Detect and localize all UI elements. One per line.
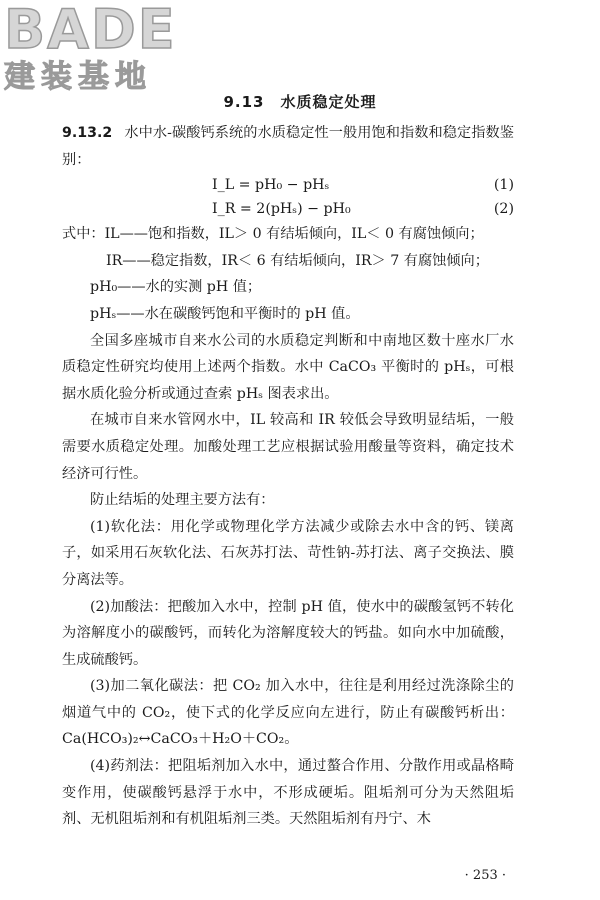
watermark-logo [4, 2, 184, 94]
section-title: 9.13 水质稳定处理 [223, 93, 377, 111]
paragraph-index-usage: 全国多座城市自来水公司的水质稳定判断和中南地区数十座水厂水质稳定性研究均使用上述两个指数。水中 CaCO₃ 平衡时的 pHₛ，可根据水质化验分析或通过查索 pHₛ 图表求出。 [62, 332, 514, 402]
section-lead-paragraph [62, 120, 514, 173]
equation-2-expr: I_R = 2(pHₛ) − pH₀ [212, 200, 351, 217]
equation-2 [62, 197, 514, 221]
paragraph-co2-method: (3)加二氧化碳法：把 CO₂ 加入水中，往往是利用经过洗涤除尘的烟道气中的 CO₂，使下式的化学反应向左进行，防止有碳酸钙析出：Ca(HCO₃)₂↔CaCO₃＋H₂O＋CO₂。 [62, 678, 514, 748]
equation-1 [62, 173, 514, 197]
logo-wordmark: BADE [4, 0, 177, 61]
definition-stability-index: IR——稳定指数，IR＜ 6 有结垢倾向，IR＞ 7 有腐蚀倾向； [106, 252, 489, 269]
page-content [62, 120, 514, 833]
section-number: 9.13.2 [62, 125, 113, 141]
paragraph-methods-intro: 防止结垢的处理主要方法有： [90, 492, 275, 509]
section-lead-text: 水中水-碳酸钙系统的水质稳定性一般用饱和指数和稳定指数鉴别： [62, 125, 514, 168]
equation-1-number: (1) [493, 176, 514, 193]
page-number: · 253 · [464, 868, 506, 883]
definition-measured-ph: pH₀——水的实测 pH 值； [90, 279, 262, 296]
paragraph-acid-method: (2)加酸法：把酸加入水中，控制 pH 值，使水中的碳酸氢钙不转化为溶解度小的碳酸钙，而转化为溶解度较大的钙盐。如向水中加硫酸，生成硫酸钙。 [62, 598, 514, 668]
definition-saturation-ph: pHₛ——水在碳酸钙饱和平衡时的 pH 值。 [90, 305, 360, 322]
equation-2-number: (2) [493, 200, 514, 217]
paragraph-chemical-method: (4)药剂法：把阻垢剂加入水中，通过螯合作用、分散作用或晶格畸变作用，使碳酸钙悬浮于水中，不形成硬垢。阻垢剂可分为天然阻垢剂、无机阻垢剂和有机阻垢剂三类。天然阻垢剂有丹宁、木 [62, 758, 514, 828]
paragraph-network-scaling: 在城市自来水管网水中，IL 较高和 IR 较低会导致明显结垢，一般需要水质稳定处理。加酸处理工艺应根据试验用酸量等资料，确定技术经济可行性。 [62, 412, 514, 482]
equation-1-expr: I_L = pH₀ − pHₛ [212, 176, 330, 193]
paragraph-softening-method: (1)软化法：用化学或物理化学方法减少或除去水中含的钙、镁离子，如采用石灰软化法、石灰苏打法、苛性钠-苏打法、离子交换法、膜分离法等。 [62, 518, 514, 588]
logo-chinese-name: 建装基地 [4, 59, 152, 95]
definition-saturation-index: 式中：IL——饱和指数，IL＞ 0 有结垢倾向，IL＜ 0 有腐蚀倾向； [62, 226, 484, 243]
